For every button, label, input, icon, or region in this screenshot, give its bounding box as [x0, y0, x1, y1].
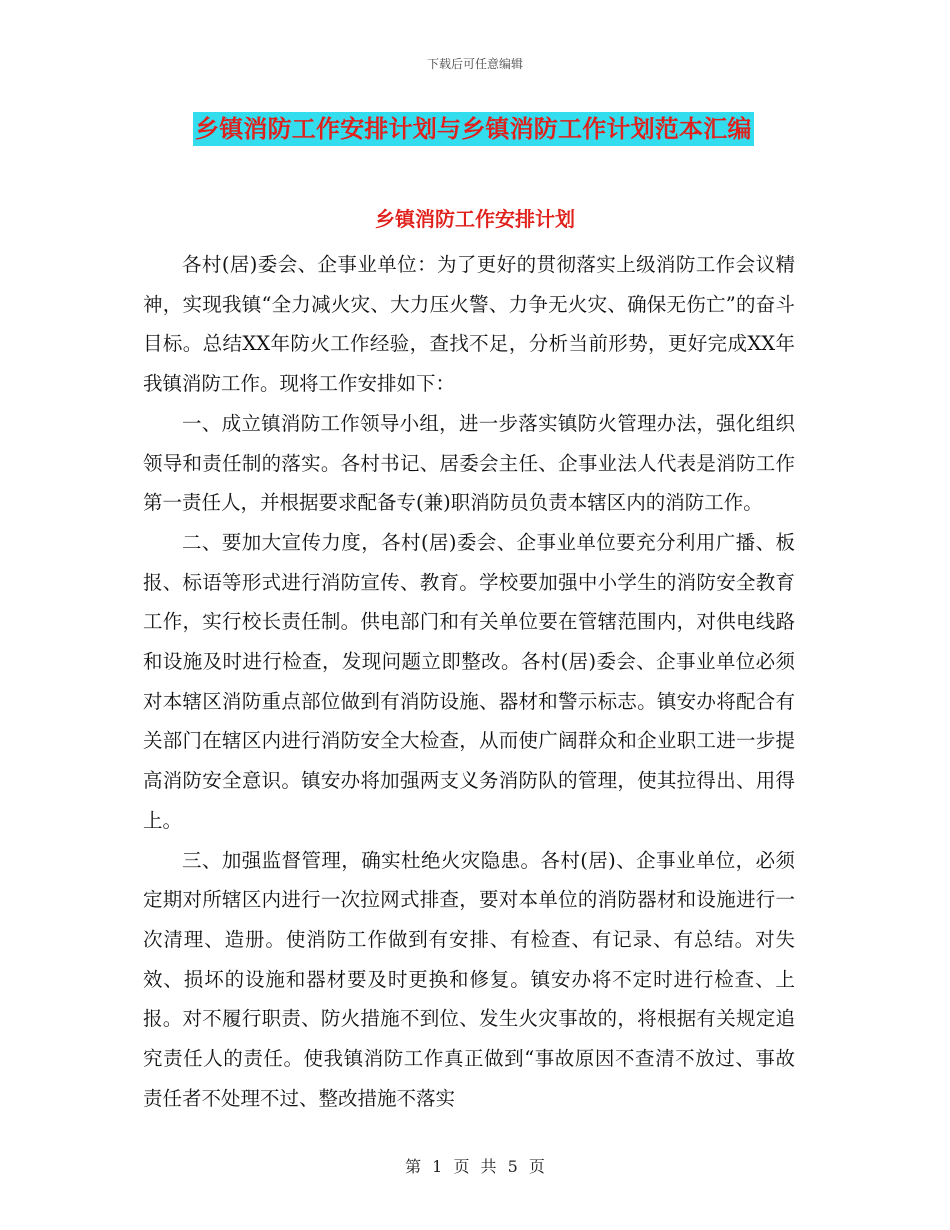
body-paragraph-2: 二、要加大宣传力度，各村(居)委会、企事业单位要充分利用广播、板报、标语等形式进行消防宣传、教育。学校要加强中小学生的消防安全教育工作，实行校长责任制。供电部门和有关单位要在管辖范围内，对供电线路和设施及时进行检查，发现问题立即整改。各村(居)委会、企事业单位必须对本辖区消防重点部位做到有消防设施、器材和警示标志。镇安办将配合有关部门在辖区内进行消防安全大检查，从而使广阔群众和企业职工进一步提高消防安全意识。镇安办将加强两支义务消防队的管理，使其拉得出、用得上。 — [143, 530, 795, 832]
body-paragraph-3: 三、加强监督管理，确实杜绝火灾隐患。各村(居)、企事业单位，必须定期对所辖区内进行一次拉网式排查，要对本单位的消防器材和设施进行一次清理、造册。使消防工作做到有安排、有检查、有记录、有总结。对失效、损坏的设施和器材要及时更换和修复。镇安办将不定时进行检查、上报。对不履行职责、防火措施不到位、发生火灾事故的，将根据有关规定追究责任人的责任。使我镇消防工作真正做到“事故原因不查清不放过、事故责任者不处理不过、整改措施不落实 — [143, 848, 795, 1110]
page-number: 第 1 页 共 5 页 — [405, 1157, 545, 1176]
document-body — [143, 245, 795, 1118]
page-header-note: 下载后可任意编辑 — [426, 57, 523, 71]
main-title-highlight — [193, 112, 754, 146]
sub-title: 乡镇消防工作安排计划 — [375, 207, 575, 231]
body-paragraph-intro: 各村(居)委会、企事业单位：为了更好的贯彻落实上级消防工作会议精神，实现我镇“全力减火灾、大力压火警、力争无火灾、确保无伤亡”的奋斗目标。总结XX年防火工作经验，查找不足，分析当前形势，更好完成XX年我镇消防工作。现将工作安排如下： — [143, 253, 795, 396]
main-title: 乡镇消防工作安排计划与乡镇消防工作计划范本汇编 — [195, 115, 752, 143]
body-paragraph-1: 一、成立镇消防工作领导小组，进一步落实镇防火管理办法，强化组织领导和责任制的落实。各村书记、居委会主任、企事业法人代表是消防工作第一责任人，并根据要求配备专(兼)职消防员负责本辖区内的消防工作。 — [143, 411, 795, 515]
